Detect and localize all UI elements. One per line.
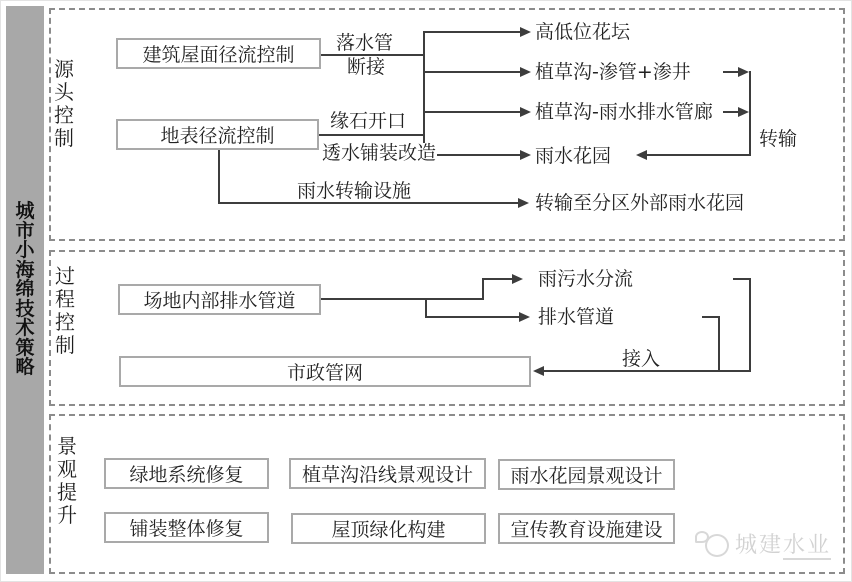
connector-line: [424, 31, 520, 33]
arrow-right-icon: [512, 274, 523, 284]
arrow-right-icon: [520, 67, 531, 77]
connector-line: [424, 154, 520, 156]
connector-line: [319, 134, 424, 136]
watermark-text: [735, 528, 831, 559]
diagram-title: 城市小海绵技术策略: [15, 200, 35, 379]
connector-line: [544, 370, 751, 372]
watermark: [695, 528, 831, 559]
node-rain-garden-landscape-label: 雨水花园景观设计: [510, 465, 663, 487]
target-flower-bed: 高低位花坛: [535, 21, 631, 43]
connector-line: [218, 202, 518, 204]
arrow-right-icon: [738, 107, 749, 117]
connector-line: [424, 111, 520, 113]
section-label-landscape: 景观提升: [57, 434, 77, 527]
connector-line: [482, 278, 513, 280]
node-green-system-repair: [104, 458, 269, 489]
connector-line: [424, 71, 520, 73]
node-municipal-label: 市政管网: [286, 362, 363, 384]
arrow-right-icon: [738, 67, 749, 77]
watermark-text-1: 城建: [735, 533, 784, 558]
arrow-left-icon: [533, 366, 544, 376]
connector-line: [647, 154, 751, 156]
node-education-facilities-label: 宣传教育设施建设: [510, 519, 663, 541]
target-swale-pipe-well: 植草沟-渗管+渗井: [535, 61, 691, 83]
arrow-left-icon: [636, 150, 647, 160]
target-external-rain-garden: 转输至分区外部雨水花园: [535, 192, 745, 214]
edge-label-curb-opening: 缘石开口: [330, 110, 407, 132]
section-label-source: 源头控制: [54, 57, 74, 150]
edge-label-transfer-facility: 雨水转输设施: [297, 180, 412, 202]
edge-label-downspout-1: 落水管: [336, 32, 394, 54]
node-municipal-network: [119, 356, 531, 387]
connector-line: [425, 316, 520, 318]
connector-line: [723, 71, 739, 73]
arrow-right-icon: [520, 107, 531, 117]
node-roof-runoff-control: [116, 38, 321, 69]
diagram-title-bar: [6, 6, 44, 574]
arrow-right-icon: [520, 27, 531, 37]
node-surface-runoff-label: 地表径流控制: [160, 125, 275, 147]
connector-line: [718, 316, 720, 372]
node-paving-repair-label: 铺装整体修复: [129, 518, 244, 540]
connector-line: [482, 278, 484, 300]
node-green-system-label: 绿地系统修复: [129, 464, 244, 486]
edge-label-transfer: 转输: [759, 128, 798, 150]
node-swale-landscape-design: [289, 458, 486, 489]
edge-label-access: 接入: [622, 348, 661, 370]
target-rain-sewage-separation: 雨污水分流: [538, 268, 634, 290]
watermark-logo-icon: [695, 529, 735, 559]
arrow-right-icon: [518, 198, 529, 208]
node-site-drainage-label: 场地内部排水管道: [143, 290, 296, 312]
section-label-process: 过程控制: [55, 264, 75, 357]
node-swale-landscape-label: 植草沟沿线景观设计: [301, 464, 473, 486]
connector-line: [423, 31, 425, 156]
arrow-right-icon: [520, 150, 531, 160]
node-education-facilities: [498, 513, 675, 544]
target-rain-garden: 雨水花园: [535, 145, 612, 167]
connector-line: [723, 111, 739, 113]
node-paving-repair: [104, 512, 269, 543]
target-drainage-pipes: 排水管道: [538, 306, 615, 328]
connector-line: [218, 150, 220, 204]
node-roof-greening-label: 屋顶绿化构建: [331, 519, 446, 541]
edge-label-downspout-2: 断接: [347, 56, 386, 78]
node-rain-garden-landscape-design: [498, 459, 675, 490]
watermark-text-2: 水业: [783, 533, 832, 558]
node-roof-greening: [291, 513, 486, 544]
connector-line: [749, 278, 751, 372]
arrow-right-icon: [519, 312, 530, 322]
connector-line: [425, 298, 427, 318]
node-surface-runoff-control: [116, 119, 319, 150]
connector-line: [749, 71, 751, 156]
node-roof-runoff-label: 建筑屋面径流控制: [142, 44, 295, 66]
node-site-drainage-pipes: [118, 284, 321, 315]
connector-line: [321, 298, 484, 300]
edge-label-permeable-paving: 透水铺装改造: [322, 142, 437, 164]
target-swale-gallery: 植草沟-雨水排水管廊: [535, 101, 713, 123]
